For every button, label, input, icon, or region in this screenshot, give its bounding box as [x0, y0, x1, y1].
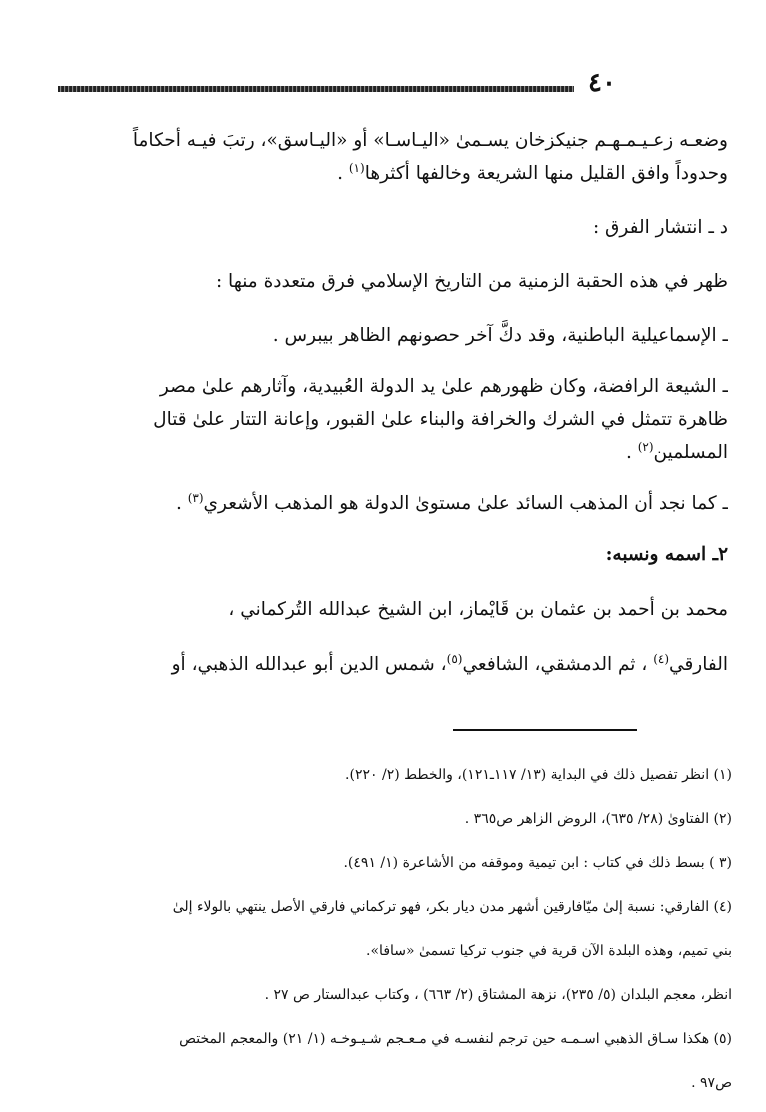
section-heading: ٢ـ اسمه ونسبه:	[605, 544, 728, 565]
footnote-line: ص٩٧ .	[691, 1075, 732, 1091]
footnote-line: (٣ ) بسط ذلك في كتاب : ابن تيمية وموقفه من الأشاعرة (١/ ٤٩١).	[343, 855, 732, 871]
line-text: المسلمين	[653, 442, 728, 463]
footnote-ref: (٢)	[637, 439, 654, 454]
paragraph-line: ـ الشيعة الرافضة، وكان ظهورهم علىٰ يد الدولة العُبيدية، وآثارهم علىٰ مصر	[159, 376, 728, 397]
line-text: ، شمس الدين أبو عبدالله الذهبي، أو	[171, 654, 447, 675]
line-end: .	[175, 493, 188, 514]
paragraph-line	[62, 157, 728, 190]
line-text: وحدوداً وافق القليل منها الشريعة وخالفها أكثرها	[364, 163, 728, 184]
page-number: ٤٠	[588, 68, 616, 98]
line-end: .	[625, 442, 638, 463]
footnotes	[50, 746, 732, 1112]
footnote-line: (١) انظر تفصيل ذلك في البداية (١٣/ ١١٧ـ١٢١)، والخطط (٢/ ٢٢٠).	[345, 767, 732, 783]
footnote-line: بني تميم، وهذه البلدة الآن قرية في جنوب تركيا تسمىٰ «سافا».	[366, 943, 732, 959]
footnote-ref: (٥)	[446, 651, 463, 666]
main-text	[62, 124, 728, 681]
line-text: ـ كما نجد أن المذهب السائد علىٰ مستوىٰ الدولة هو المذهب الأشعري	[203, 493, 728, 514]
footnote-ref: (١)	[348, 160, 365, 175]
footnote-separator	[453, 729, 637, 731]
paragraph-line: وضعـه زعـيـمـهـم جنيكزخان يسـمىٰ «اليـاسـا» أو «اليـاسق»، رتبَ فيـه أحكاماً	[132, 130, 728, 151]
footnote-ref: (٤)	[653, 651, 670, 666]
paragraph-line: ظاهرة تتمثل في الشرك والخرافة والبناء علىٰ القبور، وإعانة التتار علىٰ قتال	[153, 409, 728, 430]
line-text: ، ثم الدمشقي، الشافعي	[462, 654, 654, 675]
footnote-line: (٢) الفتاوىٰ (٢٨/ ٦٣٥)، الروض الزاهر ص٣٦٥ .	[464, 811, 732, 827]
paragraph-line	[62, 436, 728, 469]
footnote-line: انظر، معجم البلدان (٥/ ٢٣٥)، نزهة المشتاق (٢/ ٦٦٣) ، وكتاب عبدالستار ص ٢٧ .	[264, 987, 732, 1003]
paragraph-line	[62, 648, 728, 681]
paragraph-line: ـ الإسماعيلية الباطنية، وقد دكَّ آخر حصونهم الظاهر بيبرس .	[272, 325, 728, 346]
line-end: .	[337, 163, 349, 184]
subheading-sects: د ـ انتشار الفرق :	[592, 217, 728, 238]
header-rule	[58, 86, 574, 92]
paragraph-line: محمد بن أحمد بن عثمان بن قَايْماز، ابن الشيخ عبدالله التُركماني ،	[228, 599, 728, 620]
footnote-ref: (٣)	[187, 490, 204, 505]
line-text: الفارقي	[669, 654, 728, 675]
footnote-line: (٤) الفارقي: نسبة إلىٰ ميّافارقين أشهر مدن ديار بكر، فهو تركماني فارقي الأصل ينتهي بالولاء إلىٰ	[172, 899, 732, 915]
footnote-line: (٥) هكذا سـاق الذهبي اسـمـه حين ترجم لنفسـه في مـعـجم شـيـوخـه (١/ ٢١) والمعجم المختص	[179, 1031, 732, 1047]
paragraph-line: ظهر في هذه الحقبة الزمنية من التاريخ الإسلامي فرق متعددة منها :	[215, 271, 728, 292]
paragraph-line	[62, 487, 728, 520]
